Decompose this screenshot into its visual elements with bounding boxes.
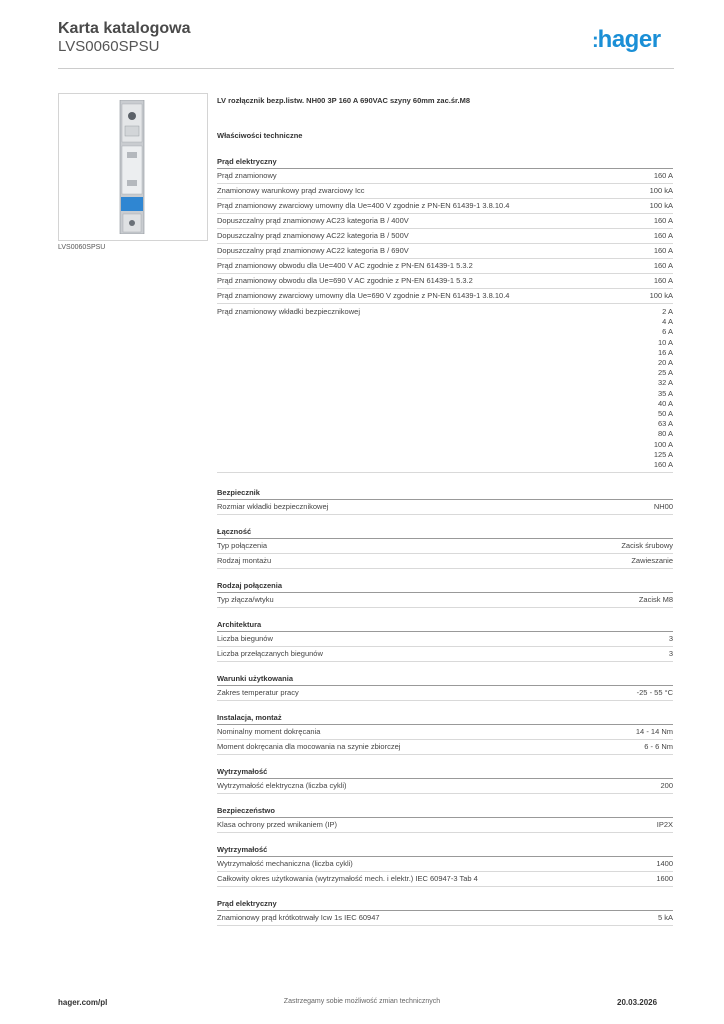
spec-label: Prąd znamionowy wkładki bezpiecznikowej (217, 307, 360, 316)
section-architecture (217, 619, 673, 662)
spec-label: Rozmiar wkładki bezpiecznikowej (217, 502, 329, 512)
spec-label: Klasa ochrony przed wnikaniem (IP) (217, 820, 338, 830)
spec-label: Znamionowy prąd krótkotrwały Icw 1s IEC 60947 (217, 913, 380, 923)
spec-label: Dopuszczalny prąd znamionowy AC23 kategoria B / 400V (217, 216, 409, 225)
spec-label: Liczba przełączanych biegunów (217, 649, 323, 659)
section-title: Rodzaj połączenia (217, 580, 673, 593)
fuse-rating: 35 A (657, 388, 673, 398)
spec-row (217, 686, 673, 701)
fuse-rating: 125 A (653, 449, 673, 459)
spec-label: Prąd znamionowy zwarciowy umowny dla Ue=400 V zgodnie z PN-EN 61439-1 3.8.10.4 (217, 201, 510, 210)
fuse-rating: 100 A (653, 439, 673, 449)
section-title: Instalacja, montaż (217, 712, 673, 725)
spec-value: 160 A (653, 171, 673, 180)
spec-row (217, 554, 673, 569)
spec-label: Znamionowy warunkowy prąd zwarciowy Icc (217, 186, 365, 195)
spec-value: 160 A (653, 276, 673, 285)
fuse-rating: 4 A (662, 317, 673, 327)
spec-label: Wytrzymałość elektryczna (liczba cykli) (217, 781, 347, 791)
spec-value: 1600 (656, 874, 673, 884)
spec-row (217, 818, 673, 833)
spec-label: Rodzaj montażu (217, 556, 272, 566)
footer-date: 20.03.2026 (617, 998, 658, 1007)
section-operating-conditions (217, 673, 673, 701)
spec-value: 100 kA (649, 291, 673, 300)
fuse-rating: 2 A (662, 307, 673, 316)
section-safety (217, 805, 673, 833)
spec-value: -25 - 55 °C (636, 688, 673, 698)
spec-label: Prąd znamionowy (217, 171, 277, 180)
spec-label: Wytrzymałość mechaniczna (liczba cykli) (217, 859, 353, 869)
spec-label: Prąd znamionowy zwarciowy umowny dla Ue=690 V zgodnie z PN-EN 61439-1 3.8.10.4 (217, 291, 510, 300)
fuse-ratings-row (217, 304, 673, 473)
fuse-rating: 16 A (657, 347, 673, 357)
spec-content (217, 96, 673, 926)
fuse-rating: 160 A (653, 460, 673, 470)
spec-label: Dopuszczalny prąd znamionowy AC22 kategoria B / 500V (217, 231, 409, 240)
spec-label: Całkowity okres użytkowania (wytrzymałość mech. i elektr.) IEC 60947-3 Tab 4 (217, 874, 478, 884)
fuse-rating: 6 A (662, 327, 673, 337)
spec-value: 3 (668, 634, 673, 644)
spec-row (217, 857, 673, 872)
spec-value: 100 kA (649, 186, 673, 195)
spec-value: 3 (668, 649, 673, 659)
fuse-rating: 25 A (657, 368, 673, 378)
spec-value: 5 kA (657, 913, 673, 923)
section-connectivity (217, 526, 673, 569)
spec-label: Zakres temperatur pracy (217, 688, 299, 698)
section-electric-current (217, 156, 673, 473)
fuse-rating: 10 A (657, 337, 673, 347)
spec-row (217, 274, 673, 289)
spec-label: Typ połączenia (217, 541, 268, 551)
section-title: Prąd elektryczny (217, 898, 673, 911)
section-title: Wytrzymałość (217, 766, 673, 779)
spec-value: 160 A (653, 216, 673, 225)
spec-value: IP2X (656, 820, 673, 830)
fuse-rating: 20 A (657, 358, 673, 368)
fuse-ratings-list (654, 307, 673, 470)
section-title: Architektura (217, 619, 673, 632)
section-fuse (217, 487, 673, 515)
spec-label: Prąd znamionowy obwodu dla Ue=400 V AC zgodnie z PN-EN 61439-1 5.3.2 (217, 261, 473, 270)
spec-value: Zacisk M8 (638, 595, 673, 605)
technical-properties-heading: Właściwości techniczne (217, 131, 303, 140)
spec-row (217, 214, 673, 229)
fuse-rating: 32 A (657, 378, 673, 388)
spec-row (217, 872, 673, 887)
page-title: Karta katalogowa (58, 20, 191, 37)
header-divider (58, 68, 674, 69)
spec-label: Moment dokręcania dla mocowania na szynie zbiorczej (217, 742, 401, 752)
spec-row (217, 593, 673, 608)
spec-value: 100 kA (649, 201, 673, 210)
footer-disclaimer: Zastrzegamy sobie możliwość zmian technicznych (283, 998, 441, 1005)
footer-website-link[interactable]: hager.com/pl (58, 998, 108, 1007)
spec-row (217, 911, 673, 926)
spec-value: 200 (660, 781, 673, 791)
spec-row (217, 725, 673, 740)
spec-row (217, 740, 673, 755)
section-title: Łączność (217, 526, 673, 539)
logo-text: hager (597, 26, 661, 53)
spec-row (217, 169, 673, 184)
product-image-caption: LVS0060SPSU (58, 244, 106, 251)
spec-value: 14 - 14 Nm (635, 727, 673, 737)
spec-row (217, 229, 673, 244)
spec-row (217, 647, 673, 662)
fuse-rating: 50 A (657, 409, 673, 419)
spec-row (217, 259, 673, 274)
section-electric-current-2 (217, 898, 673, 926)
spec-value: 1400 (656, 859, 673, 869)
spec-row (217, 184, 673, 199)
spec-value: 160 A (653, 246, 673, 255)
section-title: Warunki użytkowania (217, 673, 673, 686)
section-title: Wytrzymałość (217, 844, 673, 857)
spec-label: Liczba biegunów (217, 634, 273, 644)
spec-row (217, 500, 673, 515)
product-image (58, 93, 208, 241)
product-description: LV rozłącznik bezp.listw. NH00 3P 160 A 690VAC szyny 60mm zac.śr.M8 (217, 96, 471, 105)
fuse-rating: 40 A (657, 398, 673, 408)
spec-label: Nominalny moment dokręcania (217, 727, 321, 737)
spec-row (217, 539, 673, 554)
spec-row (217, 289, 673, 304)
spec-label: Prąd znamionowy obwodu dla Ue=690 V AC zgodnie z PN-EN 61439-1 5.3.2 (217, 276, 473, 285)
section-title: Bezpiecznik (217, 487, 673, 500)
section-title: Prąd elektryczny (217, 156, 673, 169)
spec-row (217, 199, 673, 214)
fuse-rating: 63 A (657, 419, 673, 429)
spec-value: Zacisk śrubowy (621, 541, 673, 551)
spec-label: Dopuszczalny prąd znamionowy AC22 kategoria B / 690V (217, 246, 409, 255)
logo-dots-icon: : (592, 30, 597, 52)
spec-value: Zawieszanie (631, 556, 673, 566)
spec-label: Typ złącza/wtyku (217, 595, 274, 605)
fuse-rating: 80 A (657, 429, 673, 439)
fuse-switch-disconnector-icon (119, 100, 145, 234)
section-title: Bezpieczeństwo (217, 805, 673, 818)
spec-row (217, 779, 673, 794)
spec-value: 160 A (653, 261, 673, 270)
spec-row (217, 244, 673, 259)
hager-logo[interactable] (592, 26, 661, 54)
spec-row (217, 632, 673, 647)
spec-value: NH00 (653, 502, 673, 512)
section-installation (217, 712, 673, 755)
section-durability-mechanical (217, 844, 673, 887)
product-code: LVS0060SPSU (58, 38, 160, 55)
section-connection-type (217, 580, 673, 608)
section-durability-electrical (217, 766, 673, 794)
spec-value: 160 A (653, 231, 673, 240)
spec-value: 6 - 6 Nm (644, 742, 673, 752)
